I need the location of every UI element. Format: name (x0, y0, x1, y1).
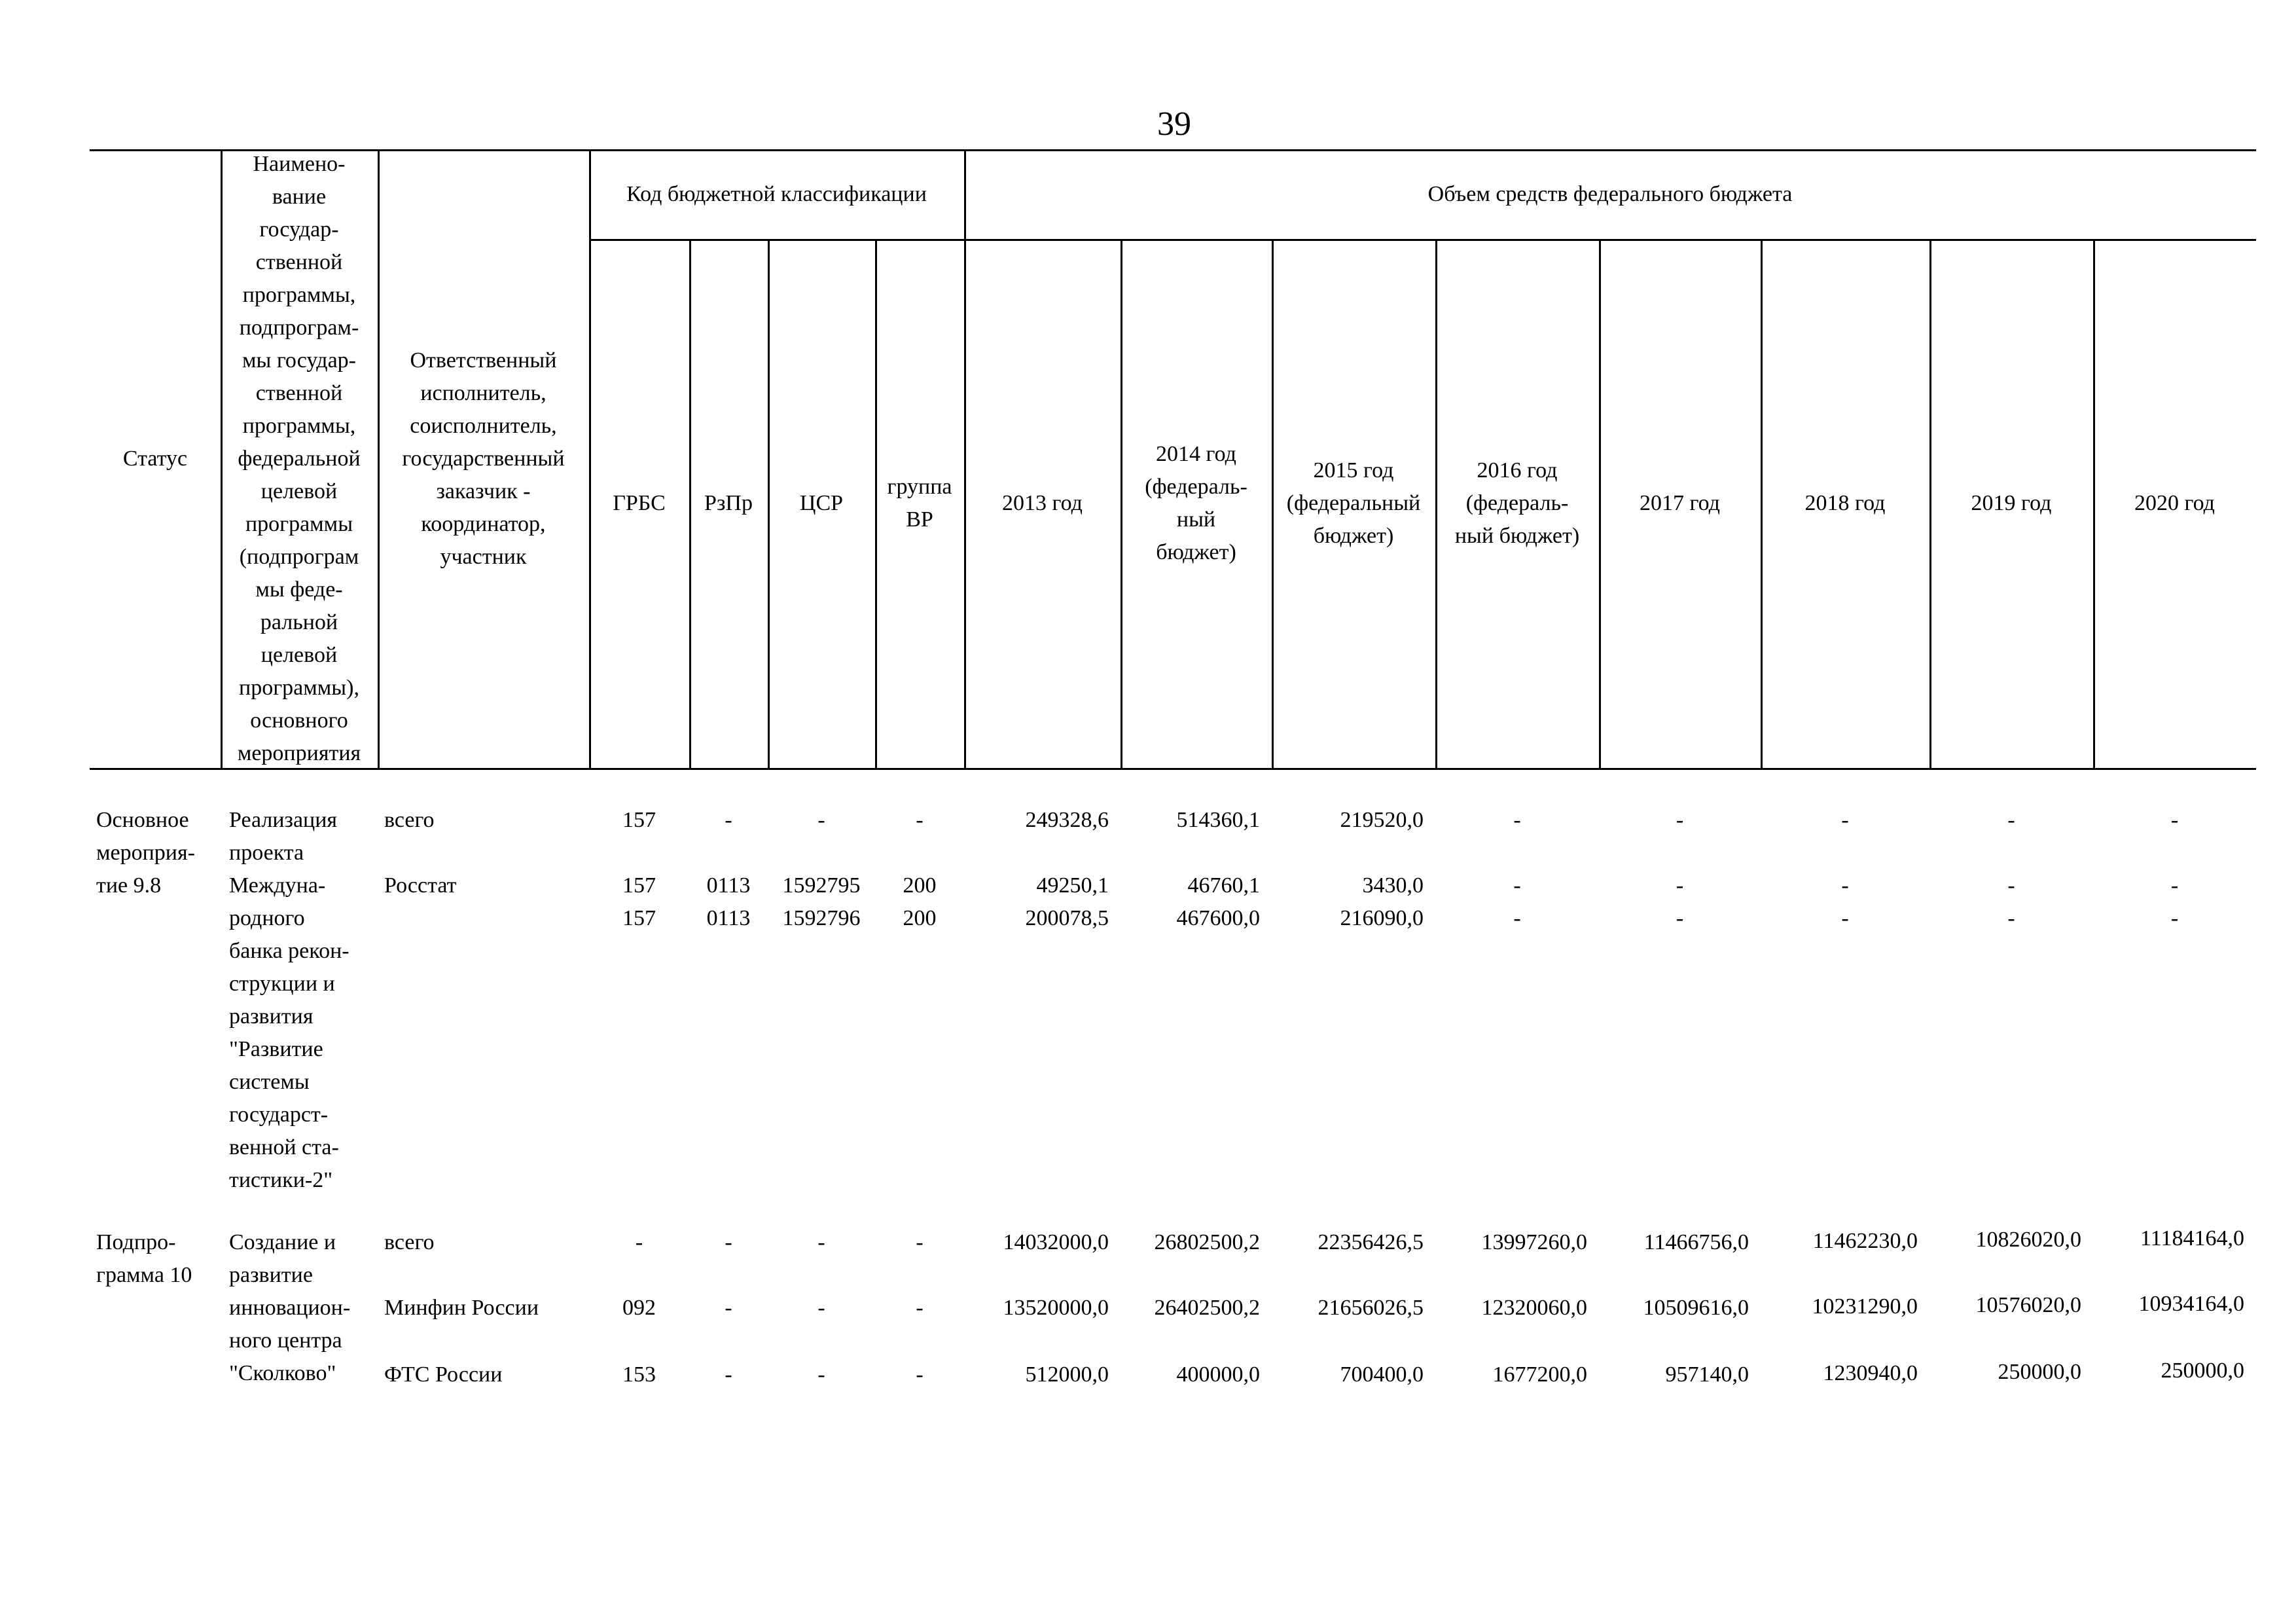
participant-label: всего (384, 1230, 435, 1254)
status-header: Статус (122, 446, 188, 471)
budget-value: 250000,0 (2161, 1359, 2244, 1383)
year-column-header: 2015 год (федеральный бюджет) (1286, 458, 1421, 548)
budget-value: 249328,6 (1025, 808, 1109, 832)
code-cell: - (916, 1230, 924, 1254)
budget-value: 26802500,2 (1154, 1230, 1260, 1254)
section-status: Подпро- грамма 10 (96, 1230, 192, 1287)
budget-value: 200078,5 (1025, 906, 1109, 930)
budget-value: 467600,0 (1176, 906, 1260, 930)
budget-value: 13520000,0 (1003, 1296, 1109, 1320)
code-cell: 200 (903, 906, 937, 930)
kbk-column-header: ГРБС (613, 491, 666, 515)
code-cell: 157 (622, 873, 656, 898)
code-cell: - (725, 1230, 732, 1254)
budget-value: 514360,1 (1176, 808, 1260, 832)
responsible-header: Ответственный исполнитель, соисполнитель, государственный заказчик - координатор, участник (402, 348, 565, 569)
kbk-column-header: ЦСР (799, 491, 844, 515)
budget-value: 21656026,5 (1318, 1296, 1424, 1320)
budget-value: 250000,0 (1998, 1360, 2081, 1384)
year-column-header: 2020 год (2134, 491, 2215, 515)
year-column-header: 2014 год (федераль- ный бюджет) (1145, 442, 1247, 564)
code-cell: 1592796 (782, 906, 861, 930)
year-column-header: 2017 год (1640, 491, 1720, 515)
code-cell: 157 (622, 808, 656, 832)
budget-value: - (2170, 873, 2179, 898)
code-cell: 0113 (706, 906, 751, 930)
section-status: Основное мероприя- тие 9.8 (96, 808, 195, 898)
code-cell: 1592795 (782, 873, 861, 898)
budget-value: - (1676, 808, 1684, 832)
budget-value: 10934164,0 (2138, 1292, 2244, 1316)
code-cell: 157 (622, 906, 656, 930)
budget-value: - (2007, 808, 2015, 832)
budget-value: 216090,0 (1340, 906, 1424, 930)
budget-value: 400000,0 (1176, 1362, 1260, 1387)
code-cell: - (635, 1230, 643, 1254)
header-bottom-rule (90, 768, 2256, 770)
budget-value: - (1841, 906, 1849, 930)
year-column-header: 2013 год (1002, 491, 1083, 515)
participant-label: ФТС России (384, 1362, 503, 1387)
budget-value: 1230940,0 (1823, 1361, 1918, 1385)
kbk-column-header: группа ВР (887, 475, 952, 532)
year-column-header: 2016 год (федераль- ный бюджет) (1454, 458, 1580, 548)
budget-value: 1677200,0 (1492, 1362, 1587, 1387)
code-cell: 0113 (706, 873, 751, 898)
code-cell: - (817, 1362, 825, 1387)
code-cell: 153 (622, 1362, 656, 1387)
year-column-header: 2019 год (1971, 491, 2052, 515)
year-column-header: 2018 год (1804, 491, 1886, 515)
budget-value: 700400,0 (1340, 1362, 1424, 1387)
budget-value: 49250,1 (1036, 873, 1109, 898)
kbk-group-header: Код бюджетной классификации (626, 181, 927, 206)
budget-value: - (1841, 873, 1849, 898)
name-header: Наимено- вание государ- ственной программы, подпрограм- мы государ- ственной программы, федеральной целевой программы (подпрограм мы феде- ральной целевой программы), основного мероприятия (237, 151, 361, 765)
budget-value: 10231290,0 (1812, 1294, 1918, 1319)
participant-label: Росстат (384, 873, 457, 898)
code-cell: - (916, 808, 924, 832)
budget-value: 11462230,0 (1812, 1229, 1918, 1253)
budget-value: 512000,0 (1025, 1362, 1109, 1387)
budget-value: - (1676, 873, 1684, 898)
code-cell: 200 (903, 873, 937, 898)
code-cell: - (916, 1362, 924, 1387)
budget-value: - (1676, 906, 1684, 930)
budget-value: - (1513, 873, 1521, 898)
budget-value: - (2007, 906, 2015, 930)
budget-group-header: Объем средств федерального бюджета (1427, 181, 1793, 206)
budget-value: - (2007, 873, 2015, 898)
code-cell: - (817, 1296, 825, 1320)
code-cell: - (817, 1230, 825, 1254)
budget-value: 46760,1 (1187, 873, 1260, 898)
budget-value: 11466756,0 (1643, 1230, 1749, 1254)
participant-label: всего (384, 808, 435, 832)
budget-value: 22356426,5 (1318, 1230, 1424, 1254)
section-name: Реализация проекта Междуна- родного банка рекон- струкции и развития "Развитие системы государст- венной ста- тистики-2" (229, 808, 350, 1192)
page-number: 39 (1157, 105, 1191, 143)
code-cell: - (817, 808, 825, 832)
budget-value: 13997260,0 (1481, 1230, 1587, 1254)
budget-value: 10576020,0 (1975, 1293, 2081, 1317)
section-name: Создание и развитие инновацион- ного центра "Сколково" (229, 1230, 351, 1385)
code-cell: - (916, 1296, 924, 1320)
kbk-column-header: РзПр (704, 491, 753, 515)
code-cell: - (725, 808, 732, 832)
budget-value: 11184164,0 (2140, 1226, 2244, 1250)
budget-value: 10826020,0 (1975, 1228, 2081, 1252)
budget-value: 10509616,0 (1643, 1296, 1749, 1320)
budget-value: - (1513, 808, 1521, 832)
code-cell: - (725, 1296, 732, 1320)
budget-value: 14032000,0 (1003, 1230, 1109, 1254)
budget-value: - (2170, 906, 2179, 930)
budget-value: - (2170, 808, 2179, 832)
budget-value: 12320060,0 (1481, 1296, 1587, 1320)
code-cell: 092 (622, 1296, 656, 1320)
participant-label: Минфин России (384, 1296, 539, 1320)
code-cell: - (725, 1362, 732, 1387)
budget-value: - (1841, 808, 1849, 832)
budget-value: 3430,0 (1362, 873, 1424, 898)
budget-value: 26402500,2 (1154, 1296, 1260, 1320)
budget-value: - (1513, 906, 1521, 930)
budget-value: 957140,0 (1665, 1362, 1749, 1387)
budget-value: 219520,0 (1340, 808, 1424, 832)
